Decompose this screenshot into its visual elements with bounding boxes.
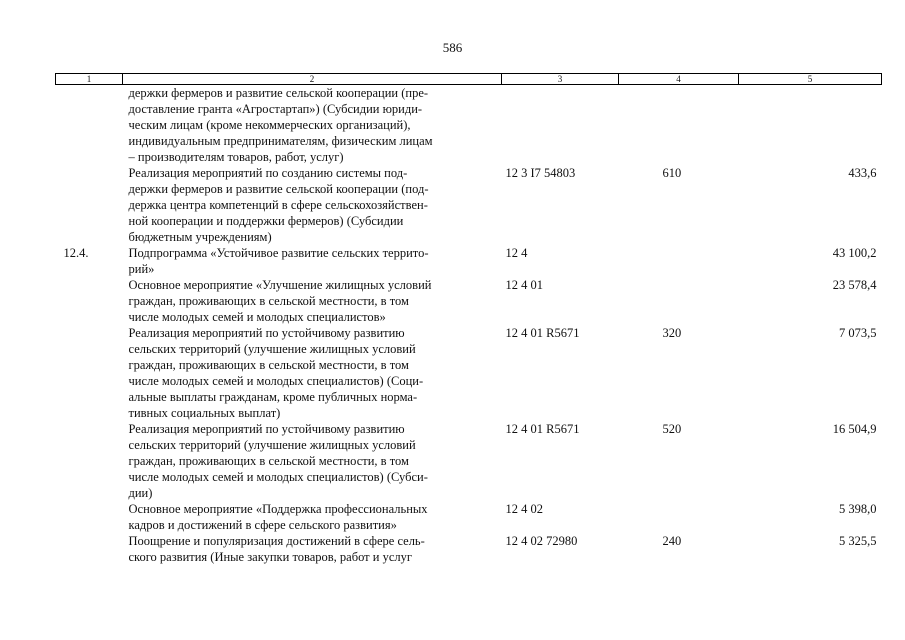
row-code: 12 3 I7 54803 bbox=[505, 166, 576, 180]
row-expense-type: 240 bbox=[662, 534, 682, 548]
row-code: 12 4 bbox=[505, 246, 528, 260]
table-body bbox=[56, 85, 882, 566]
header-col-5: 5 bbox=[739, 74, 882, 85]
row-expense-type: 320 bbox=[662, 326, 682, 340]
row-amount: 5 325,5 bbox=[839, 534, 877, 548]
row-expense-type: 520 bbox=[662, 422, 682, 436]
row-code: 12 4 01 R5671 bbox=[505, 422, 580, 436]
row-name: держки фермеров и развитие сельской кооперации (пре- доставление гранта «Агростартап») (Субсидии юриди- ческим лицам (кроме некоммерческих организаций), индивидуальным предпринимателям, физическим лицам – производителям товаров, работ, услуг) bbox=[128, 86, 433, 164]
row-amount: 43 100,2 bbox=[832, 246, 877, 260]
table-row bbox=[56, 501, 882, 533]
header-col-4: 4 bbox=[619, 74, 739, 85]
row-number bbox=[56, 421, 123, 501]
row-name: Реализация мероприятий по созданию системы под- держки фермеров и развитие сельской кооперации (под- держка центра компетенций в сфере сельскохозяйствен- ной кооперации и поддержки фермеров) (Субсидии бюджетным учреждениям) bbox=[128, 166, 429, 244]
row-amount: 5 398,0 bbox=[839, 502, 877, 516]
row-amount: 23 578,4 bbox=[832, 278, 877, 292]
page-number: 586 bbox=[442, 40, 463, 55]
row-number bbox=[56, 533, 123, 565]
header-row bbox=[56, 74, 882, 85]
row-name: Подпрограмма «Устойчивое развитие сельских террито- рий» bbox=[128, 246, 429, 276]
row-code bbox=[502, 85, 619, 166]
header-col-2: 2 bbox=[123, 74, 502, 85]
row-number bbox=[56, 165, 123, 245]
row-amount: 16 504,9 bbox=[832, 422, 877, 436]
row-expense-type bbox=[619, 501, 739, 533]
row-number bbox=[56, 85, 123, 166]
row-code: 12 4 02 72980 bbox=[505, 534, 578, 548]
row-amount: 433,6 bbox=[848, 166, 877, 180]
row-number bbox=[56, 501, 123, 533]
table-row bbox=[56, 85, 882, 166]
table-row bbox=[56, 325, 882, 421]
row-name: Основное мероприятие «Поддержка профессиональных кадров и достижений в сфере сельского развития» bbox=[128, 502, 428, 532]
header-col-3: 3 bbox=[502, 74, 619, 85]
row-number: 12.4. bbox=[63, 246, 89, 260]
row-number bbox=[56, 325, 123, 421]
budget-table bbox=[55, 73, 882, 565]
table-row bbox=[56, 245, 882, 277]
table-row bbox=[56, 165, 882, 245]
row-amount: 7 073,5 bbox=[839, 326, 877, 340]
table-header bbox=[56, 74, 882, 85]
row-code: 12 4 01 bbox=[505, 278, 543, 292]
row-name: Основное мероприятие «Улучшение жилищных условий граждан, проживающих в сельской местности, в том числе молодых семей и молодых специалистов» bbox=[128, 278, 432, 324]
row-code: 12 4 02 bbox=[505, 502, 543, 516]
row-number bbox=[56, 277, 123, 325]
header-col-1: 1 bbox=[56, 74, 123, 85]
row-expense-type bbox=[619, 85, 739, 166]
row-expense-type bbox=[619, 277, 739, 325]
row-name: Реализация мероприятий по устойчивому развитию сельских территорий (улучшение жилищных условий граждан, проживающих в сельской местности, в том числе молодых семей и молодых специалистов) (Субси- дии) bbox=[128, 422, 428, 500]
table-row bbox=[56, 421, 882, 501]
table-row bbox=[56, 277, 882, 325]
row-expense-type bbox=[619, 245, 739, 277]
row-expense-type: 610 bbox=[662, 166, 682, 180]
row-amount bbox=[739, 85, 882, 166]
table-row bbox=[56, 533, 882, 565]
row-code: 12 4 01 R5671 bbox=[505, 326, 580, 340]
row-name: Реализация мероприятий по устойчивому развитию сельских территорий (улучшение жилищных условий граждан, проживающих в сельской местности, в том числе молодых семей и молодых специалистов) (Соци- альные выплаты гражданам, кроме публичных норма- тивных социальных выплат) bbox=[128, 326, 424, 420]
row-name: Поощрение и популяризация достижений в сфере сель- ского развития (Иные закупки товаров, работ и услуг bbox=[128, 534, 425, 564]
